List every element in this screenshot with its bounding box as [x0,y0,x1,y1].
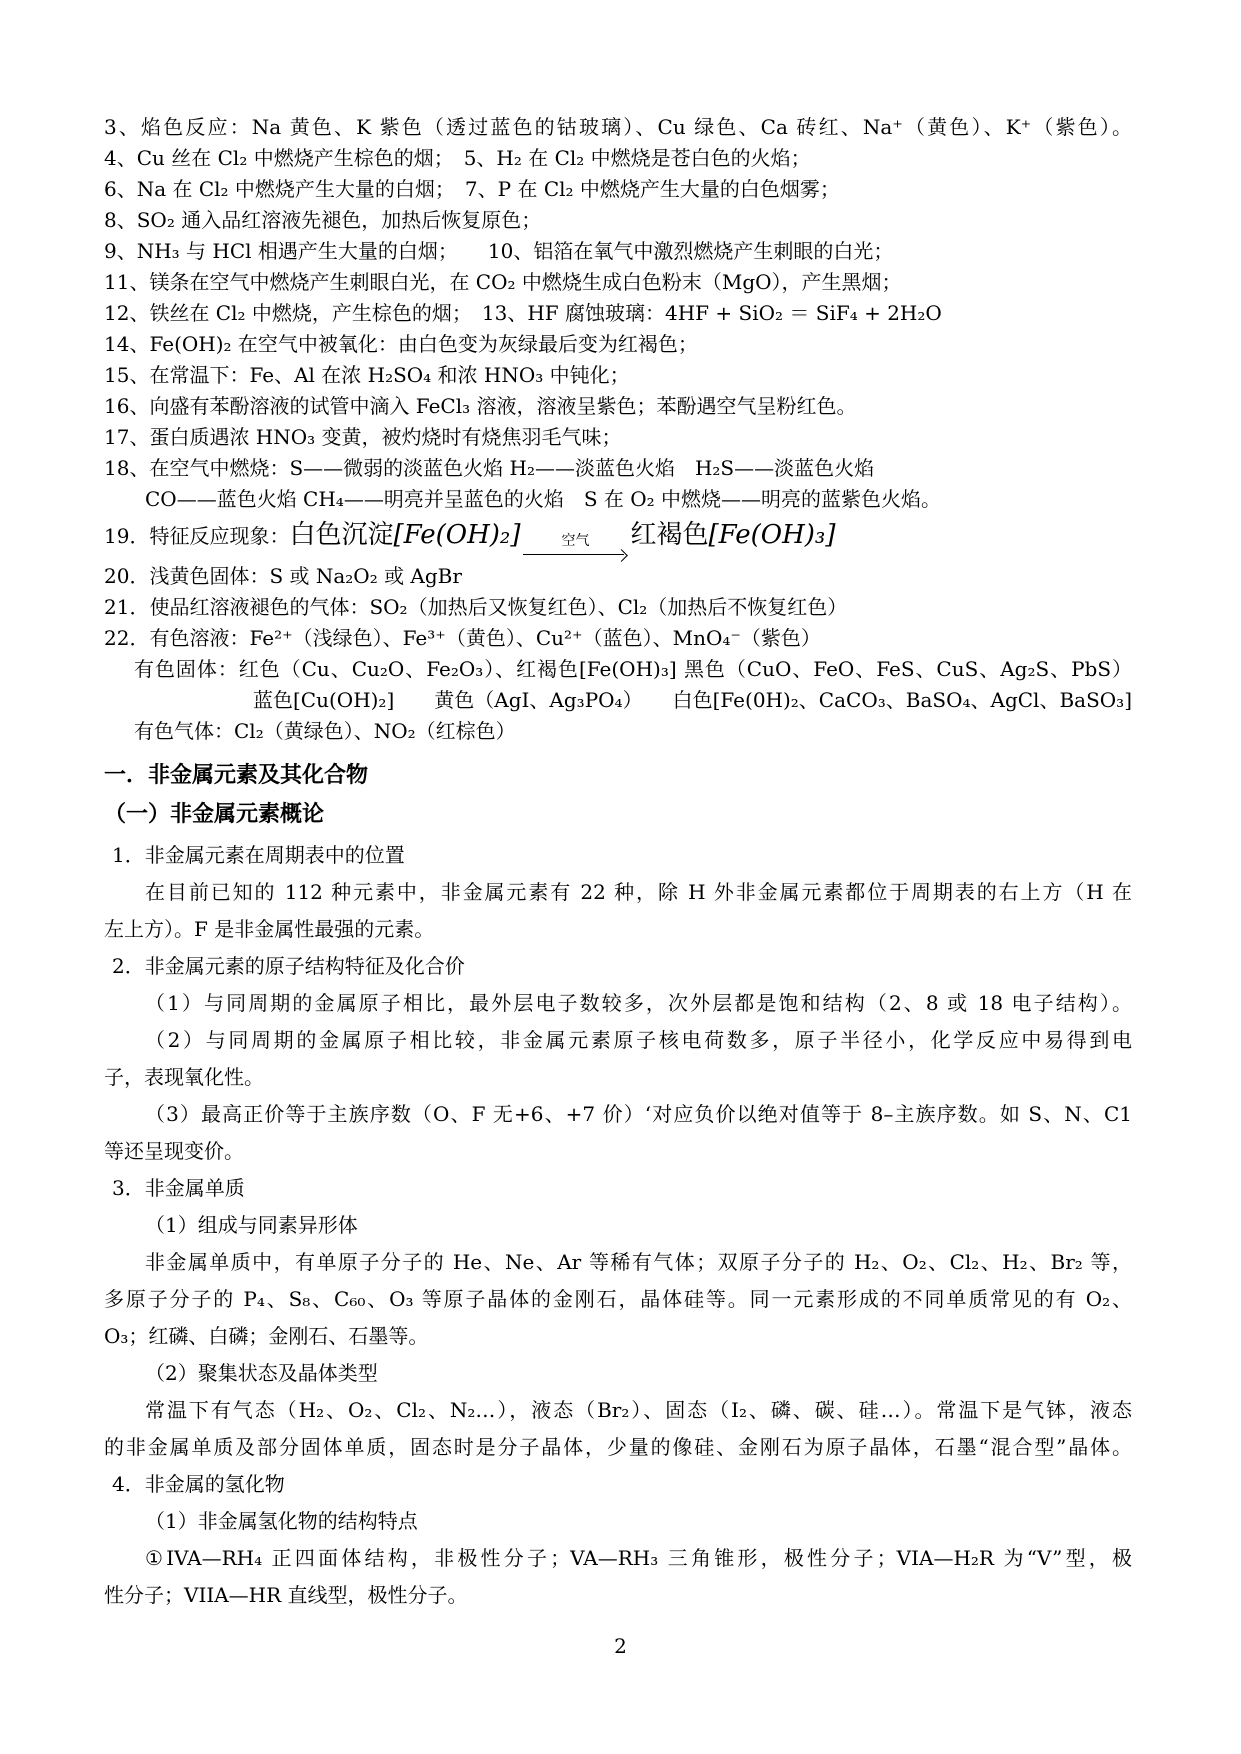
item-19-prefix: 19．特征反应现象： [104,524,290,548]
body-point-4: 4．非金属的氢化物 [112,1472,285,1496]
body-paragraph: 性分子；VIIA—HR 直线型，极性分子。 [104,1583,468,1607]
body-paragraph: 非金属单质中，有单原子分子的 He、Ne、Ar 等稀有气体；双原子分子的 H₂、O₂、Cl₂、H₂、Br₂ 等， [145,1250,1132,1274]
page-content [104,112,1132,1614]
item-6-7: 6、Na 在 Cl₂ 中燃烧产生大量的白烟； 7、P 在 Cl₂ 中燃烧产生大量的白色烟雾； [104,177,840,201]
body-paragraph: O₃；红磷、白磷；金刚石、石墨等。 [104,1324,429,1348]
body-paragraph: 多原子分子的 P₄、S₈、C₆₀、O₃ 等原子晶体的金刚石，晶体硅等。同一元素形成的不同单质常见的有 O₂、 [104,1287,1132,1311]
body-subpoint-3: （3）最高正价等于主族序数（O、F 无+6、+7 价）‘对应负价以绝对值等于 8–主族序数。如 S、N、C1 [145,1102,1132,1126]
page-number: 2 [614,1634,627,1658]
item-11: 11、镁条在空气中燃烧产生刺眼白光，在 CO₂ 中燃烧生成白色粉末（MgO），产生黑烟； [104,270,902,294]
item-19-product-formula: [Fe(OH)₃] [708,520,836,550]
item-12-13: 12、铁丝在 Cl₂ 中燃烧，产生棕色的烟； 13、HF 腐蚀玻璃：4HF + SiO₂ ＝ SiF₄ + 2H₂O [104,301,942,325]
item-15: 15、在常温下：Fe、Al 在浓 H₂SO₄ 和浓 HNO₃ 中钝化； [104,363,630,387]
item-18-continued: CO——蓝色火焰 CH₄——明亮并呈蓝色的火焰 S 在 O₂ 中燃烧——明亮的蓝紫色火焰。 [145,487,942,511]
body-point-3: 3．非金属单质 [112,1176,245,1200]
item-3: 3、焰色反应：Na 黄色、K 紫色（透过蓝色的钴玻璃）、Cu 绿色、Ca 砖红、Na⁺（黄色）、K⁺（紫色）。 [104,115,1132,139]
arrow-condition-label: 空气 [561,533,590,549]
reaction-arrow-icon [523,534,627,561]
item-19-reactant-formula: [Fe(OH)₂] [393,520,521,550]
body-text [104,837,1132,1614]
body-subpoint-1: （1）非金属氢化物的结构特点 [145,1509,418,1533]
body-paragraph: 的非金属单质及部分固体单质，固态时是分子晶体，少量的像硅、金刚石为原子晶体，石墨“混合型”晶体。 [104,1435,1132,1459]
item-16: 16、向盛有苯酚溶液的试管中滴入 FeCl₃ 溶液，溶液呈紫色；苯酚遇空气呈粉红色。 [104,394,857,418]
item-19 [104,515,1132,561]
item-20: 20．浅黄色固体：S 或 Na₂O₂ 或 AgBr [104,564,462,588]
arrow-shaft-icon [523,549,627,561]
body-subpoint-1: （1）组成与同素异形体 [145,1213,358,1237]
body-point-1: 1．非金属元素在周期表中的位置 [112,843,405,867]
subsection-heading: （一）非金属元素概论 [104,802,325,827]
body-subpoint-2: （2）与同周期的金属原子相比较，非金属元素原子核电荷数多，原子半径小，化学反应中易得到电 [145,1028,1132,1052]
item-19-reactant-label: 白色沉淀 [289,520,394,550]
item-17: 17、蛋白质遇浓 HNO₃ 变黄，被灼烧时有烧焦羽毛气味； [104,425,622,449]
item-21: 21．使品红溶液褪色的气体：SO₂（加热后又恢复红色）、Cl₂（加热后不恢复红色） [104,595,848,619]
section-heading: 一．非金属元素及其化合物 [104,763,369,788]
item-22-solids: 有色固体：红色（Cu、Cu₂O、Fe₂O₃）、红褐色[Fe(OH)₃] 黑色（CuO、FeO、FeS、CuS、Ag₂S、PbS） [134,657,1132,681]
body-paragraph: ①IVA—RH₄ 正四面体结构，非极性分子；VA—RH₃ 三角锥形，极性分子；VIA—H₂R 为“V”型，极 [145,1546,1132,1570]
phenomena-list [104,112,1132,747]
body-paragraph: 等还呈现变价。 [104,1139,244,1163]
item-8: 8、SO₂ 通入品红溶液先褪色，加热后恢复原色； [104,208,542,232]
body-paragraph: 在目前已知的 112 种元素中，非金属元素有 22 种，除 H 外非金属元素都位于周期表的右上方（H 在 [145,880,1132,904]
item-22-solids-continued: 蓝色[Cu(OH)₂] 黄色（AgI、Ag₃PO₄） 白色[Fe(0H)₂、CaCO₃、BaSO₄、AgCl、BaSO₃] [253,688,1132,712]
item-14: 14、Fe(OH)₂ 在空气中被氧化：由白色变为灰绿最后变为红褐色； [104,332,698,356]
item-19-product-label: 红褐色 [630,520,709,550]
body-subpoint-2: （2）聚集状态及晶体类型 [145,1361,378,1385]
body-paragraph: 左上方）。F 是非金属性最强的元素。 [104,917,435,941]
item-9-10: 9、NH₃ 与 HCl 相遇产生大量的白烟； 10、铝箔在氧气中激烈燃烧产生刺眼的白光； [104,239,894,263]
body-point-2: 2．非金属元素的原子结构特征及化合价 [112,954,465,978]
item-22-gases: 有色气体：Cl₂（黄绿色）、NO₂（红棕色） [134,719,516,743]
body-paragraph: 子，表现氧化性。 [104,1065,264,1089]
body-paragraph: 常温下有气态（H₂、O₂、Cl₂、N₂…），液态（Br₂）、固态（I₂、磷、碳、硅…）。常温下是气钵，液态 [145,1398,1132,1422]
item-18: 18、在空气中燃烧：S——微弱的淡蓝色火焰 H₂——淡蓝色火焰 H₂S——淡蓝色火焰 [104,456,875,480]
body-subpoint-1: （1）与同周期的金属原子相比，最外层电子数较多，次外层都是饱和结构（2、8 或 18 电子结构）。 [145,991,1132,1015]
item-4-5: 4、Cu 丝在 Cl₂ 中燃烧产生棕色的烟； 5、H₂ 在 Cl₂ 中燃烧是苍白色的火焰； [104,146,811,170]
item-22: 22．有色溶液：Fe²⁺（浅绿色）、Fe³⁺（黄色）、Cu²⁺（蓝色）、MnO₄⁻（紫色） [104,626,821,650]
